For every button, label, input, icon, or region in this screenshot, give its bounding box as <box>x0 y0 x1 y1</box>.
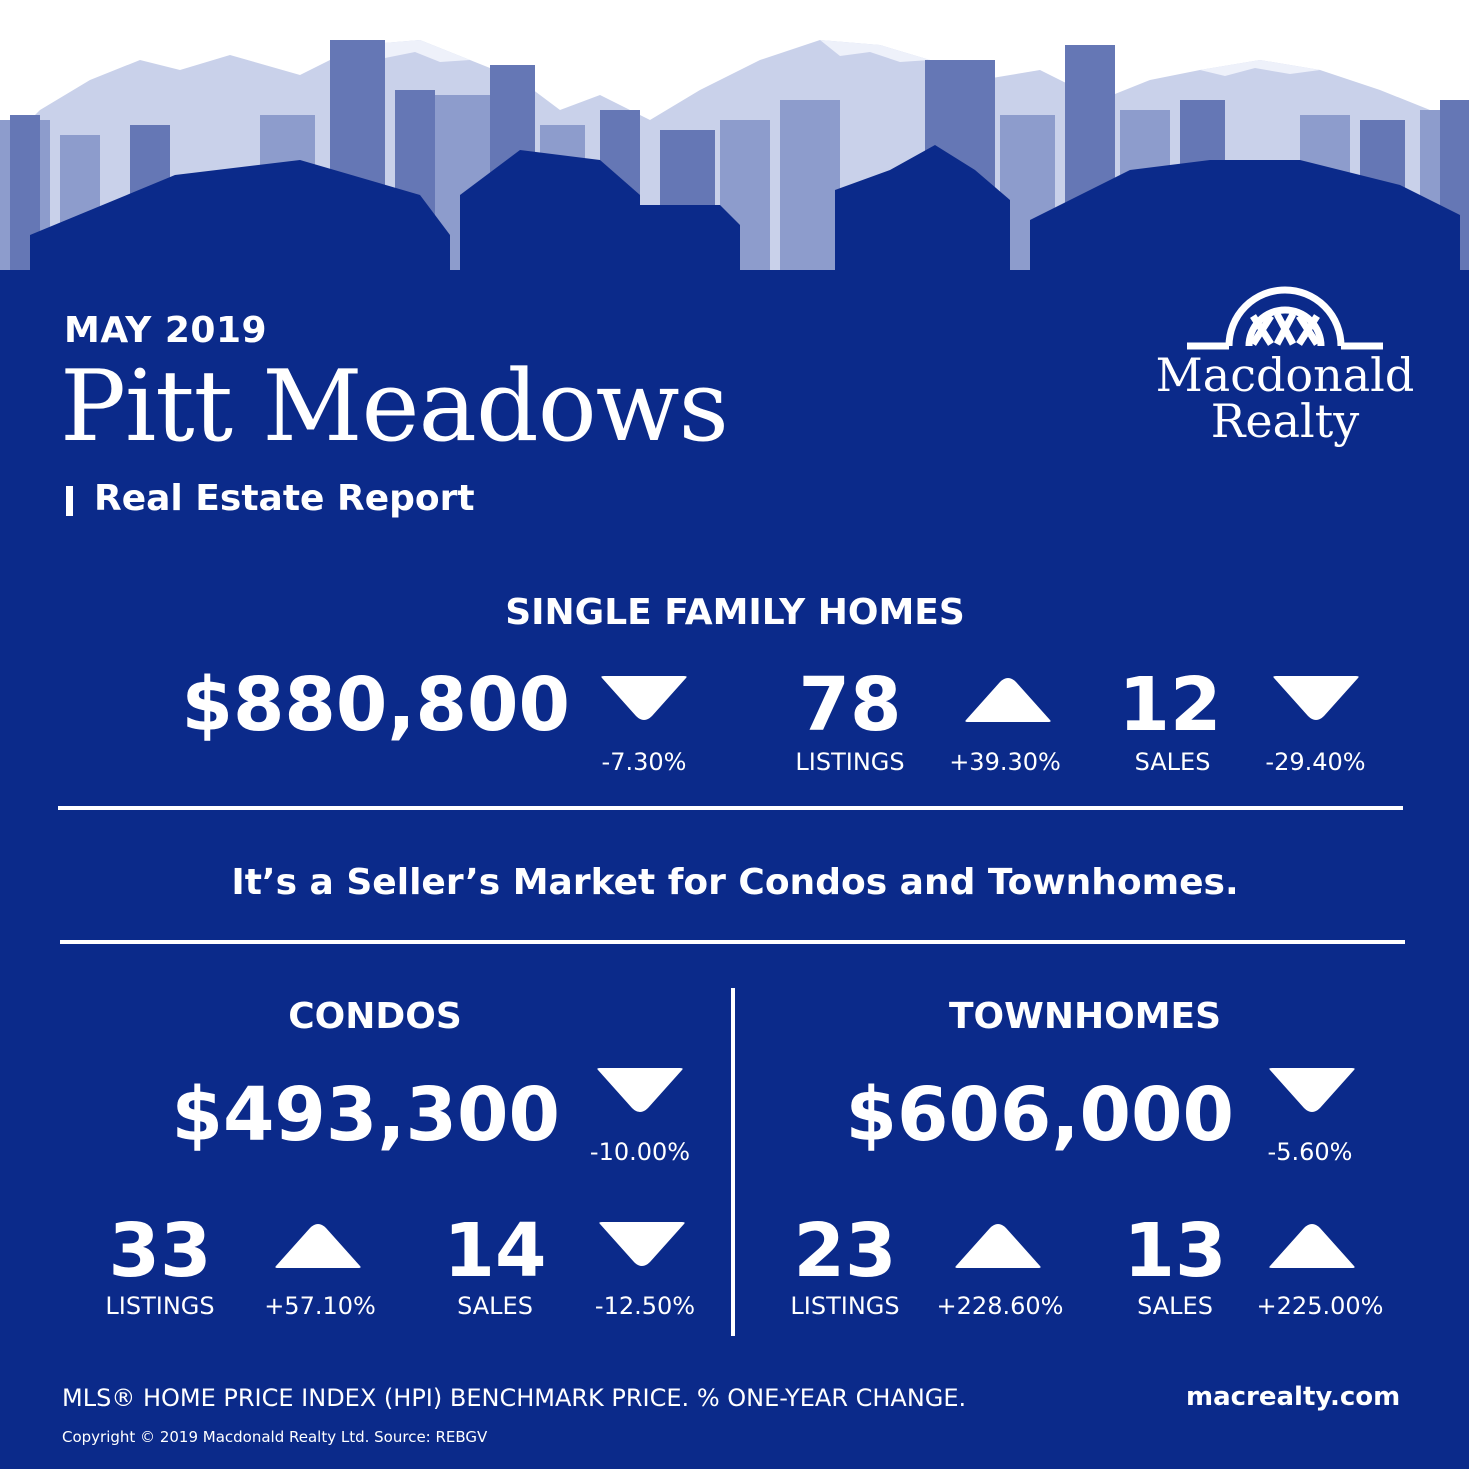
townhomes-listings-change: +228.60% <box>936 1292 1064 1320</box>
condos-price: $493,300 <box>171 1072 560 1158</box>
single-family-sales-label: SALES <box>1134 748 1211 776</box>
condos-title: CONDOS <box>288 996 462 1037</box>
condos-listings-change: +57.10% <box>264 1292 376 1320</box>
single-family-sales-arrow-icon <box>1270 676 1362 722</box>
logo-line-2: Realty <box>1210 394 1360 448</box>
single-family-sales-count: 12 <box>1118 662 1222 748</box>
condos-price-change: -10.00% <box>589 1138 691 1166</box>
single-family-price-change: -7.30% <box>601 748 687 776</box>
website-link[interactable]: macrealty.com <box>1186 1382 1401 1412</box>
city-skyline-illustration <box>0 0 1469 290</box>
condos-listings-label: LISTINGS <box>105 1292 215 1320</box>
condos-sales-change: -12.50% <box>594 1292 696 1320</box>
condos-sales-count: 14 <box>443 1208 547 1294</box>
townhomes-sales-change: +225.00% <box>1256 1292 1384 1320</box>
single-family-price-arrow-icon <box>598 676 690 722</box>
single-family-listings-arrow-icon <box>962 676 1054 722</box>
townhomes-title: TOWNHOMES <box>948 996 1222 1037</box>
macdonald-realty-arch-logo-icon <box>1185 286 1385 352</box>
townhomes-price-arrow-icon <box>1266 1068 1358 1114</box>
condos-price-arrow-icon <box>594 1068 686 1114</box>
subtitle-accent-bar <box>66 486 73 516</box>
townhomes-listings-label: LISTINGS <box>790 1292 900 1320</box>
report-month: MAY 2019 <box>64 310 268 351</box>
townhomes-listings-count: 23 <box>793 1208 897 1294</box>
footer-note: MLS® HOME PRICE INDEX (HPI) BENCHMARK PRICE. % ONE-YEAR CHANGE. <box>62 1384 967 1412</box>
market-tagline: It’s a Seller’s Market for Condos and Townhomes. <box>231 862 1239 903</box>
single-family-sales-change: -29.40% <box>1265 748 1366 776</box>
single-family-title: SINGLE FAMILY HOMES <box>505 592 965 633</box>
brand-logo <box>1150 286 1420 476</box>
townhomes-sales-arrow-icon <box>1266 1222 1358 1268</box>
condos-listings-arrow-icon <box>272 1222 364 1268</box>
copyright-text: Copyright © 2019 Macdonald Realty Ltd. Source: REBGV <box>62 1428 488 1446</box>
single-family-listings-change: +39.30% <box>949 748 1061 776</box>
townhomes-price-change: -5.60% <box>1267 1138 1353 1166</box>
single-family-listings-label: LISTINGS <box>795 748 905 776</box>
report-subtitle: Real Estate Report <box>94 478 475 519</box>
townhomes-sales-label: SALES <box>1137 1292 1213 1320</box>
single-family-price: $880,800 <box>181 662 570 748</box>
logo-line-1: Macdonald <box>1155 348 1415 402</box>
divider-vertical <box>731 988 735 1336</box>
townhomes-sales-count: 13 <box>1123 1208 1227 1294</box>
single-family-listings-count: 78 <box>798 662 902 748</box>
condos-listings-count: 33 <box>108 1208 212 1294</box>
city-title: Pitt Meadows <box>60 350 728 464</box>
divider-top <box>58 806 1403 810</box>
divider-bottom <box>60 940 1405 944</box>
townhomes-price: $606,000 <box>845 1072 1234 1158</box>
condos-sales-label: SALES <box>457 1292 533 1320</box>
townhomes-listings-arrow-icon <box>952 1222 1044 1268</box>
condos-sales-arrow-icon <box>596 1222 688 1268</box>
